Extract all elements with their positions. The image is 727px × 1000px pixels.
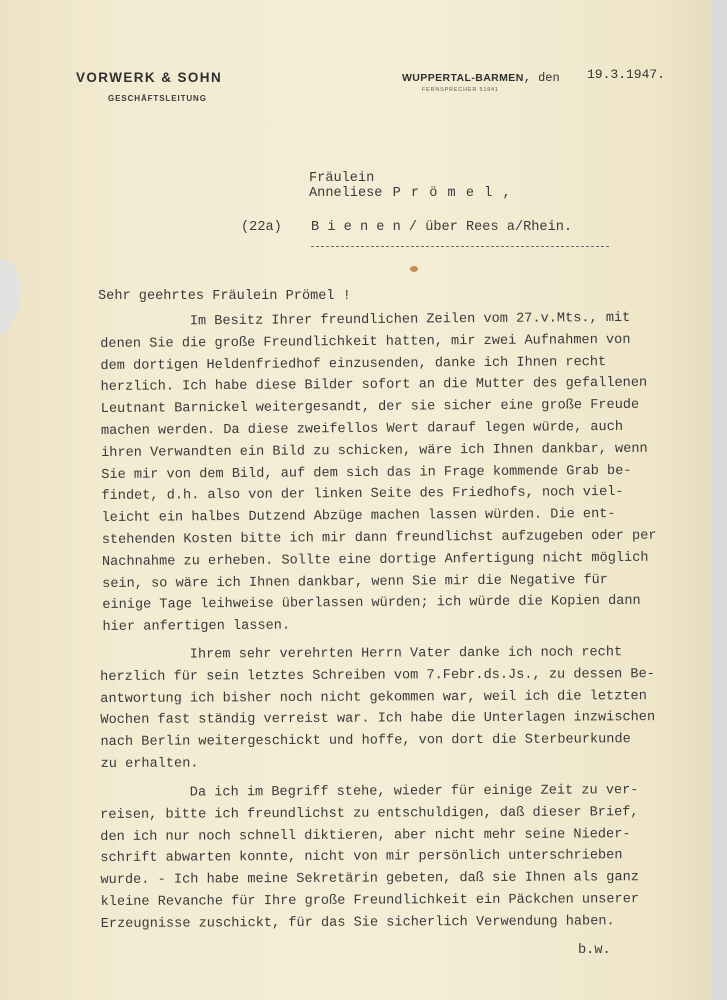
letterhead-company-block [76, 70, 223, 103]
text-line: Erzeugnisse zuschickt, für das Sie sicherlich Verwendung haben. [100, 914, 615, 932]
text-line: ihren Verwandten ein Bild zu schicken, wäre ich Ihnen dankbar, wenn [101, 441, 648, 461]
phone-number: FERNSPRECHER 51941 [422, 87, 499, 93]
recipient-town: B i e n e n / über Rees a/Rhein. [311, 220, 573, 235]
text-line: Leutnant Barnickel weitergesandt, der sie sicher eine große Freude [100, 397, 640, 418]
text-line: kleine Revanche für Ihre große Freundlichkeit ein Päckchen unserer [100, 892, 640, 910]
department-name: GESCHÄFTSLEITUNG [108, 94, 207, 103]
paragraph-2 [100, 642, 701, 776]
text-line: Sie mir von dem Bild, auf dem sich das in Frage kommende Grab be- [101, 463, 632, 483]
address-underline [311, 246, 609, 247]
text-line: Da ich im Begriff stehe, wieder für einige Zeit zu ver- [100, 783, 639, 801]
scan-background [712, 0, 727, 1000]
text-line: wurde. - Ich habe meine Sekretärin gebeten, daß sie Ihnen als ganz [100, 870, 639, 889]
page-turn-note: b.w. [578, 943, 611, 958]
torn-edge [0, 258, 22, 333]
recipient-name: Anneliese P r ö m e l , [309, 186, 511, 201]
text-line: sein, so wäre ich Ihnen dankbar, wenn Sie mir die Negative für [102, 572, 608, 592]
text-line: dem dortigen Heldenfriedhof einzusenden, danke ich Ihnen recht [100, 354, 607, 374]
text-line: Wochen fast ständig verreist war. Ich habe die Unterlagen inzwischen [100, 710, 656, 729]
text-line: leicht ein halbes Dutzend Abzüge machen lassen würden. Die ent- [101, 507, 616, 527]
text-line: den ich nur noch schnell diktieren, aber nicht mehr seine Nieder- [100, 826, 631, 845]
text-line: reisen, bitte ich freundlichst zu entschuldigen, daß dieser Brief, [100, 804, 639, 823]
letterhead-city [402, 71, 560, 85]
letter-date [587, 67, 665, 82]
text-line: Nachnahme zu erheben. Sollte eine dortige Anfertigung nicht möglich [101, 550, 649, 570]
city-name: WUPPERTAL-BARMEN [402, 72, 524, 84]
salutation: Sehr geehrtes Fräulein Prömel ! [98, 289, 351, 304]
text-line: zu erhalten. [100, 756, 199, 772]
text-line: einige Tage leihweise überlassen würden; ich würde die Kopien dann [102, 594, 641, 614]
company-name: VORWERK & SOHN [76, 70, 223, 85]
text-line: stehenden Kosten bitte ich mir dann freundlichst aufzugeben oder per [101, 528, 657, 548]
date-value: 19.3.1947. [587, 67, 666, 82]
text-line: schrift abwarten konnte, nicht von mir persönlich unterschrieben [100, 848, 623, 867]
text-line: findet, d.h. also von der linken Seite des Friedhofs, noch viel- [101, 485, 624, 505]
text-line: herzlich. Ich habe diese Bilder sofort an die Mutter des gefallenen [100, 376, 648, 396]
text-line: nach Berlin weitergeschickt und hoffe, von dort die Sterbeurkunde [100, 732, 631, 751]
postal-zone: (22a) [241, 220, 282, 235]
paragraph-1 [100, 307, 703, 639]
recipient-title: Fräulein [309, 171, 375, 186]
text-line: denen Sie die große Freundlichkeit hatten, mir zwei Aufnahmen von [100, 332, 631, 352]
text-line: herzlich für sein letztes Schreiben vom 7.Febr.ds.Js., zu dessen Be- [100, 666, 655, 685]
paragraph-3 [100, 780, 701, 936]
text-line: antwortung ich bisher noch nicht gekommen war, weil ich die letzten [100, 688, 647, 707]
text-line: machen werden. Da diese zweifellos Wert darauf legen würde, auch [100, 419, 624, 439]
date-prefix: , den [523, 71, 560, 85]
stain-mark [410, 266, 418, 272]
text-line: Im Besitz Ihrer freundlichen Zeilen vom 27.v.Mts., mit [100, 310, 631, 330]
text-line: hier anfertigen lassen. [102, 618, 291, 636]
text-line: Ihrem sehr verehrten Herrn Vater danke ich noch recht [100, 645, 623, 663]
